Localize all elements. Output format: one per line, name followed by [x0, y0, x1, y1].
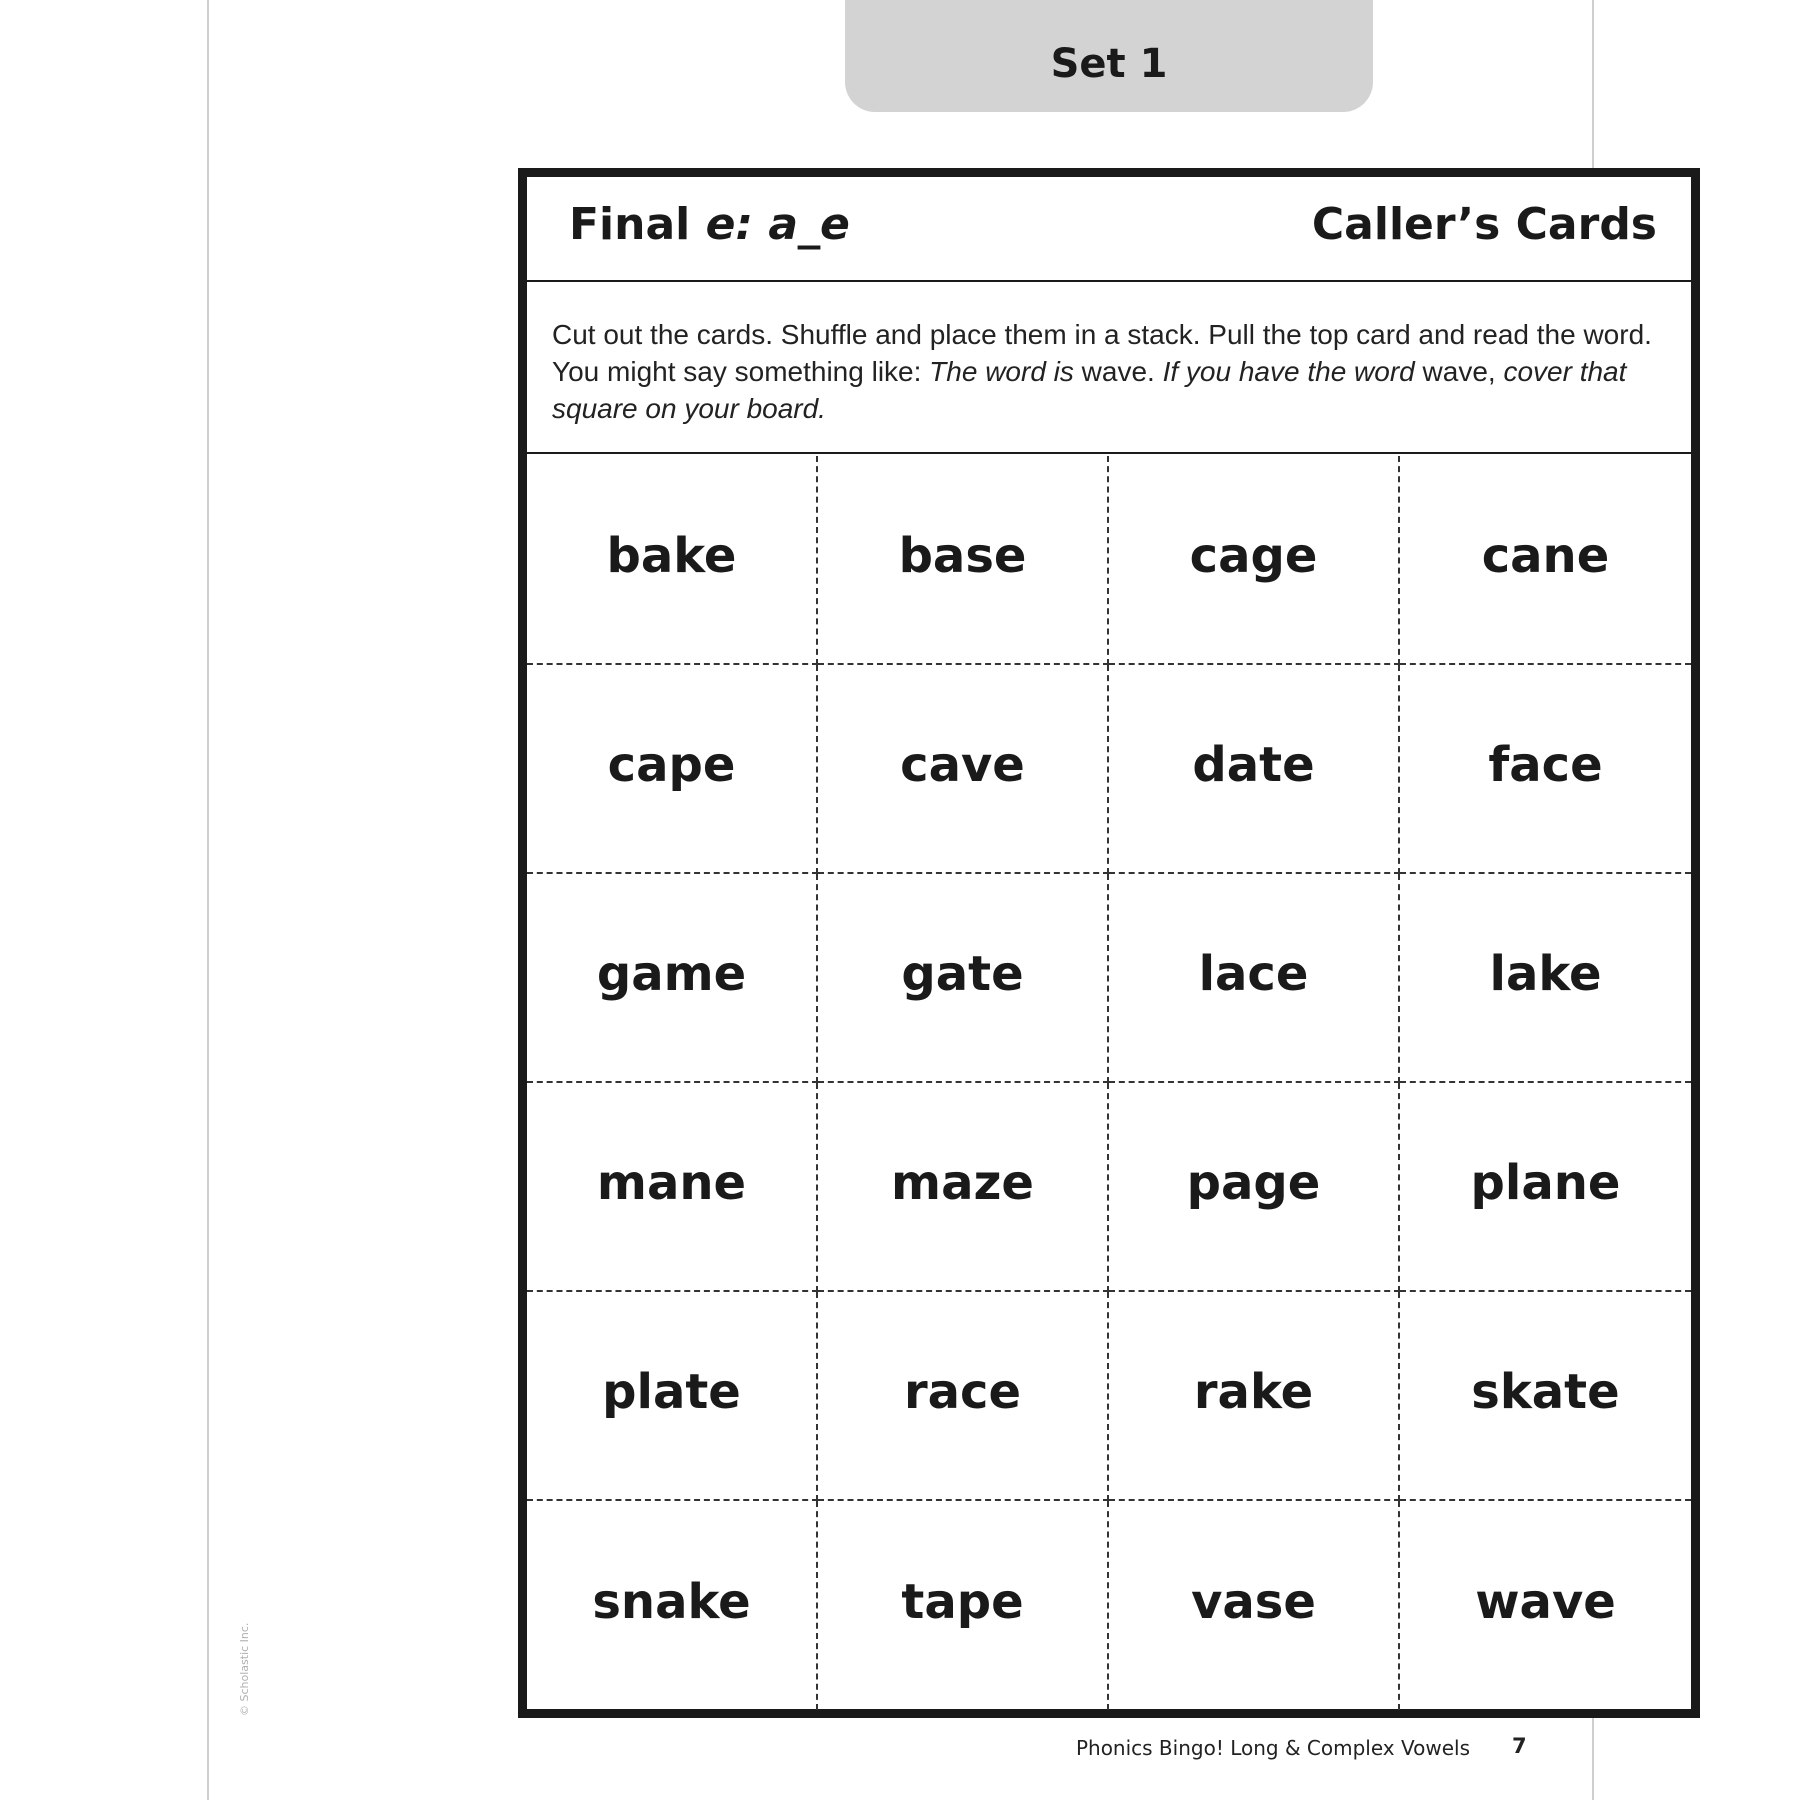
word-card: face — [1400, 665, 1691, 874]
word-card: mane — [527, 1083, 818, 1292]
copyright-notice: © Scholastic Inc. — [238, 1622, 251, 1716]
word-card: plane — [1400, 1083, 1691, 1292]
instructions-part4: If you have the word — [1162, 356, 1415, 387]
title-pattern: e: a_e — [705, 199, 850, 250]
word-card: tape — [818, 1501, 1109, 1710]
frame-header — [527, 177, 1691, 282]
word-card: gate — [818, 874, 1109, 1083]
instructions-part3: wave. — [1073, 356, 1163, 387]
word-card: plate — [527, 1292, 818, 1501]
word-card: vase — [1109, 1501, 1400, 1710]
word-card: race — [818, 1292, 1109, 1501]
instructions-part2: The word is — [929, 356, 1074, 387]
word-card-grid — [527, 456, 1691, 1710]
word-card: wave — [1475, 1573, 1616, 1630]
word-card: base — [818, 456, 1109, 665]
instructions-part6: cover that square on your board. — [552, 356, 1627, 424]
word-card: maze — [818, 1083, 1109, 1292]
word-card: lace — [1109, 874, 1400, 1083]
word-card: cape — [527, 665, 818, 874]
word-card: cane — [1400, 456, 1691, 665]
instructions — [527, 282, 1691, 454]
worksheet-title — [569, 199, 850, 250]
worksheet-page — [207, 0, 1657, 1800]
word-card: date — [1109, 665, 1400, 874]
page-number: 7 — [1512, 1734, 1527, 1758]
word-card: snake — [527, 1501, 818, 1710]
book-title-footer: Phonics Bingo! Long & Complex Vowels — [1075, 1736, 1470, 1760]
word-card: cage — [1109, 456, 1400, 665]
instructions-part1: Cut out the cards. Shuffle and place them in a stack. Pull the top card and read the word. You might say something like: — [552, 319, 1652, 387]
word-card: game — [527, 874, 818, 1083]
callers-cards-frame — [518, 168, 1700, 1718]
word-card: bake — [527, 456, 818, 665]
set-tab: Set 1 — [845, 0, 1373, 112]
instructions-part5: wave, — [1414, 356, 1504, 387]
word-card: cave — [818, 665, 1109, 874]
word-card: page — [1109, 1083, 1400, 1292]
word-card: rake — [1109, 1292, 1400, 1501]
word-card: skate — [1400, 1292, 1691, 1501]
word-card: lake — [1400, 874, 1691, 1083]
callers-cards-title: Caller’s Cards — [1311, 199, 1657, 250]
title-prefix: Final — [569, 199, 706, 250]
